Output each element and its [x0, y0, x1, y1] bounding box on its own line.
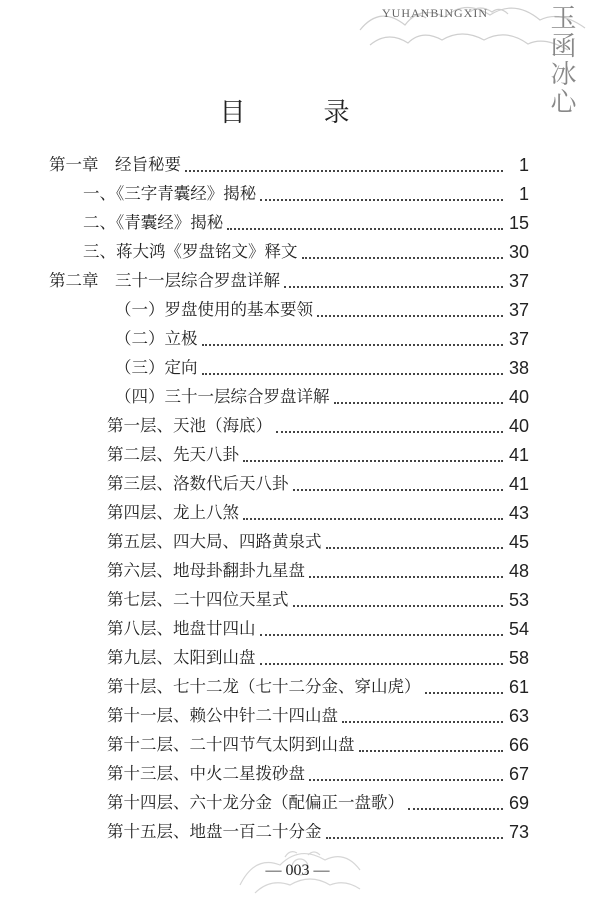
leader-dots	[293, 488, 504, 491]
leader-dots	[425, 691, 504, 694]
toc-entry[interactable]	[107, 412, 529, 440]
leader-dots	[317, 314, 503, 317]
toc-entry[interactable]	[115, 383, 529, 411]
toc-entry-label: 三、蒋大鸿《罗盘铭文》释文	[83, 242, 298, 261]
toc-entry[interactable]	[107, 528, 529, 556]
leader-dots	[342, 720, 503, 723]
leader-dots	[359, 749, 504, 752]
toc-entry-page: 58	[508, 648, 529, 668]
toc-entry[interactable]	[107, 818, 529, 846]
toc-entry-page: 15	[508, 213, 529, 233]
toc-entry-page: 45	[508, 532, 529, 552]
toc-entry-label: （四）三十一层综合罗盘详解	[115, 387, 330, 406]
toc-entry[interactable]	[107, 470, 529, 498]
brand-logo: 玉函冰心	[546, 4, 576, 116]
toc-entry[interactable]	[107, 586, 529, 614]
toc-entry-page: 37	[508, 300, 529, 320]
toc-entry-page: 66	[508, 735, 529, 755]
page-title: 目 录	[219, 98, 376, 128]
leader-dots	[260, 662, 504, 665]
toc-entry-label: 第十一层、赖公中针二十四山盘	[107, 706, 338, 725]
toc-entry-label: （三）定向	[115, 358, 198, 377]
toc-entry[interactable]	[107, 644, 529, 672]
toc-entry[interactable]	[49, 267, 529, 295]
toc-entry-label: 第十五层、地盘一百二十分金	[107, 822, 322, 841]
toc-entry-label: 第十三层、中火二星拨砂盘	[107, 764, 305, 783]
leader-dots	[202, 372, 504, 375]
toc-entry-label: 第六层、地母卦翻卦九星盘	[107, 561, 305, 580]
header-latin-text: YUHANBINGXIN	[382, 6, 488, 20]
toc-entry-label: 第四层、龙上八煞	[107, 503, 239, 522]
toc-entry-page: 30	[508, 242, 529, 262]
toc-entry-label: 一、《三字青囊经》揭秘	[83, 184, 257, 203]
toc-entry-label: （一）罗盘使用的基本要领	[115, 300, 313, 319]
toc-entry-label: （二）立极	[115, 329, 198, 348]
toc-entry-page: 73	[508, 822, 529, 842]
toc-entry-page: 40	[508, 387, 529, 407]
leader-dots	[185, 169, 503, 172]
toc-entry-label: 第十二层、二十四节气太阴到山盘	[107, 735, 355, 754]
toc-entry-page: 43	[508, 503, 529, 523]
toc-entry[interactable]	[107, 760, 529, 788]
toc-entry-label: 第一章 经旨秘要	[49, 155, 181, 174]
toc-entry-label: 第二章 三十一层综合罗盘详解	[49, 271, 280, 290]
toc-entry[interactable]	[107, 441, 529, 469]
toc-entry-page: 67	[508, 764, 529, 784]
leader-dots	[309, 575, 503, 578]
toc-entry[interactable]	[107, 557, 529, 585]
toc-entry[interactable]	[107, 789, 529, 817]
toc-entry[interactable]	[49, 151, 529, 179]
toc-entry-page: 63	[508, 706, 529, 726]
leader-dots	[260, 633, 504, 636]
toc-entry[interactable]	[83, 180, 529, 208]
leader-dots	[293, 604, 504, 607]
toc-entry-label: 第二层、先天八卦	[107, 445, 239, 464]
toc-entry-page: 41	[508, 445, 529, 465]
leader-dots	[326, 836, 504, 839]
leader-dots	[334, 401, 504, 404]
toc-entry-page: 1	[518, 155, 529, 175]
toc-entry[interactable]	[107, 702, 529, 730]
toc-entry[interactable]	[107, 615, 529, 643]
leader-dots	[260, 198, 503, 201]
leader-dots	[284, 285, 503, 288]
toc-entry[interactable]	[107, 499, 529, 527]
toc-entry[interactable]	[83, 209, 529, 237]
toc-entry-label: 第一层、天池（海底）	[107, 416, 272, 435]
toc-entry-label: 第八层、地盘廿四山	[107, 619, 256, 638]
toc-entry-page: 37	[508, 329, 529, 349]
toc-entry[interactable]	[107, 731, 529, 759]
toc-entry-page: 38	[508, 358, 529, 378]
leader-dots	[243, 459, 503, 462]
toc-entry-label: 二、《青囊经》揭秘	[83, 213, 224, 232]
leader-dots	[276, 430, 503, 433]
page-number: — 003 —	[265, 862, 330, 879]
toc-entry-page: 54	[508, 619, 529, 639]
toc-entry-page: 61	[508, 677, 529, 697]
toc-entry-page: 53	[508, 590, 529, 610]
toc-entry[interactable]	[115, 354, 529, 382]
leader-dots	[408, 807, 503, 810]
toc-entry[interactable]	[83, 238, 529, 266]
toc-entry-label: 第五层、四大局、四路黄泉式	[107, 532, 322, 551]
toc-entry-page: 1	[518, 184, 529, 204]
toc-entry-page: 69	[508, 793, 529, 813]
leader-dots	[227, 227, 503, 230]
toc-entry[interactable]	[107, 673, 529, 701]
toc-entry-label: 第九层、太阳到山盘	[107, 648, 256, 667]
toc-entry-page: 37	[508, 271, 529, 291]
toc-entry-label: 第十四层、六十龙分金（配偏正一盘歌）	[107, 793, 404, 812]
leader-dots	[326, 546, 504, 549]
toc-entry-label: 第七层、二十四位天星式	[107, 590, 289, 609]
toc-entry-label: 第三层、洛数代后天八卦	[107, 474, 289, 493]
toc-entry[interactable]	[115, 296, 529, 324]
leader-dots	[309, 778, 503, 781]
toc-entry-page: 41	[508, 474, 529, 494]
toc-entry-page: 48	[508, 561, 529, 581]
leader-dots	[243, 517, 503, 520]
toc-entry-label: 第十层、七十二龙（七十二分金、穿山虎）	[107, 677, 421, 696]
toc-entry-page: 40	[508, 416, 529, 436]
leader-dots	[202, 343, 504, 346]
toc-entry[interactable]	[115, 325, 529, 353]
leader-dots	[302, 256, 504, 259]
